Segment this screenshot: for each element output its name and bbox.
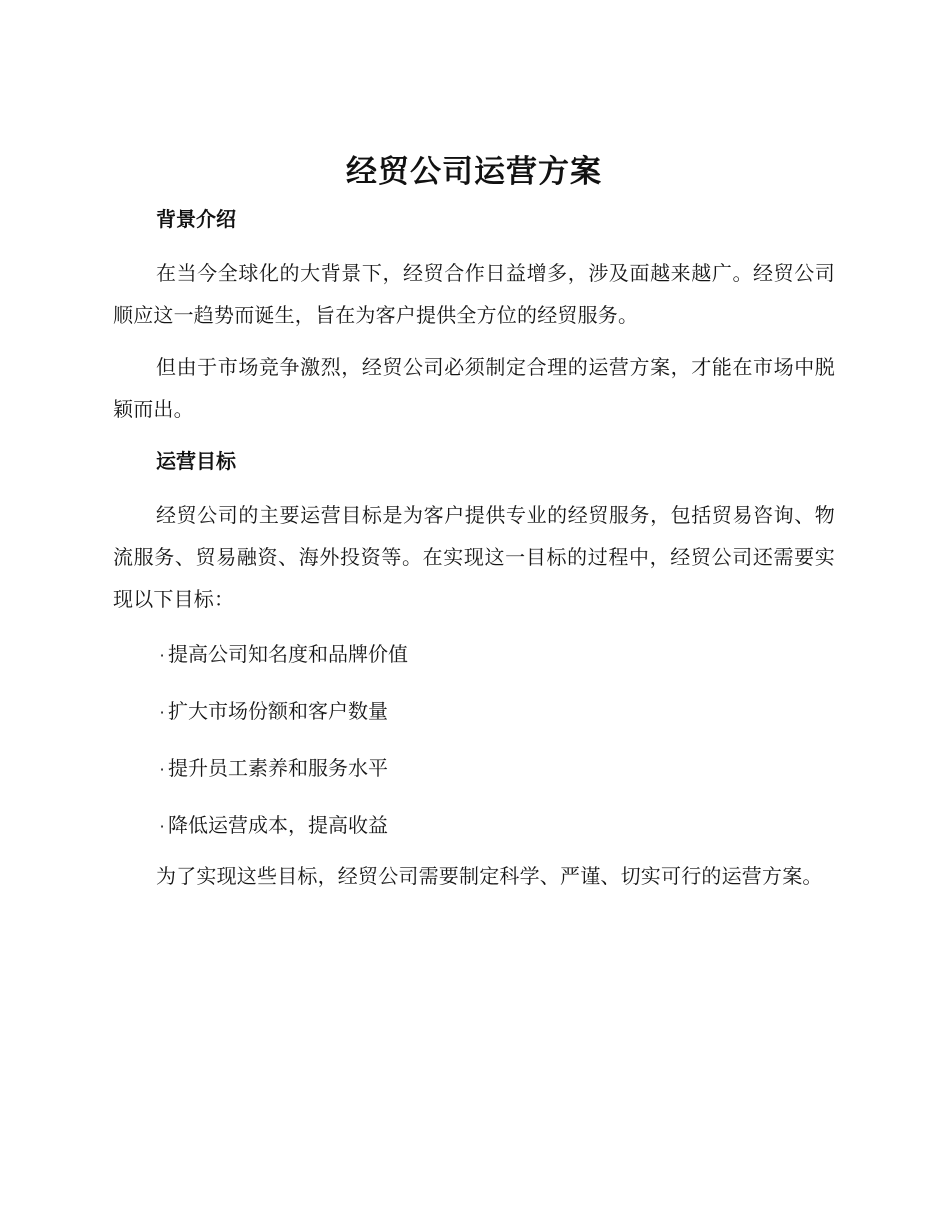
bullet-item-market-share — [113, 690, 835, 734]
bullet-text-market-share: 扩大市场份额和客户数量 — [168, 699, 388, 723]
background-paragraph-2: 但由于市场竞争激烈，经贸公司必须制定合理的运营方案，才能在市场中脱颖而出。 — [113, 355, 835, 421]
goals-conclusion-paragraph: 为了实现这些目标，经贸公司需要制定科学、严谨、切实可行的运营方案。 — [156, 864, 823, 888]
goals-intro-paragraph: 经贸公司的主要运营目标是为客户提供专业的经贸服务，包括贸易咨询、物流服务、贸易融资、海外投资等。在实现这一目标的过程中，经贸公司还需要实现以下目标： — [113, 503, 835, 611]
bullet-item-staff-quality — [113, 747, 835, 791]
bullet-item-cost-revenue — [113, 804, 835, 848]
background-paragraph-1: 在当今全球化的大背景下，经贸合作日益增多，涉及面越来越广。经贸公司顺应这一趋势而诞生，旨在为客户提供全方位的经贸服务。 — [113, 261, 835, 327]
bullet-marker: · — [159, 703, 165, 722]
bullet-marker: · — [159, 646, 165, 665]
bullet-text-staff-quality: 提升员工素养和服务水平 — [168, 756, 388, 780]
bullet-marker: · — [159, 817, 165, 836]
section-heading-goals: 运营目标 — [156, 449, 236, 473]
goals-bullet-list — [113, 633, 835, 848]
bullet-text-cost-revenue: 降低运营成本，提高收益 — [168, 813, 388, 837]
document-title: 经贸公司运营方案 — [346, 154, 602, 190]
document-content — [113, 150, 835, 897]
section-heading-background: 背景介绍 — [156, 207, 236, 231]
bullet-marker: · — [159, 760, 165, 779]
bullet-text-brand: 提高公司知名度和品牌价值 — [168, 642, 408, 666]
bullet-item-brand — [113, 633, 835, 677]
